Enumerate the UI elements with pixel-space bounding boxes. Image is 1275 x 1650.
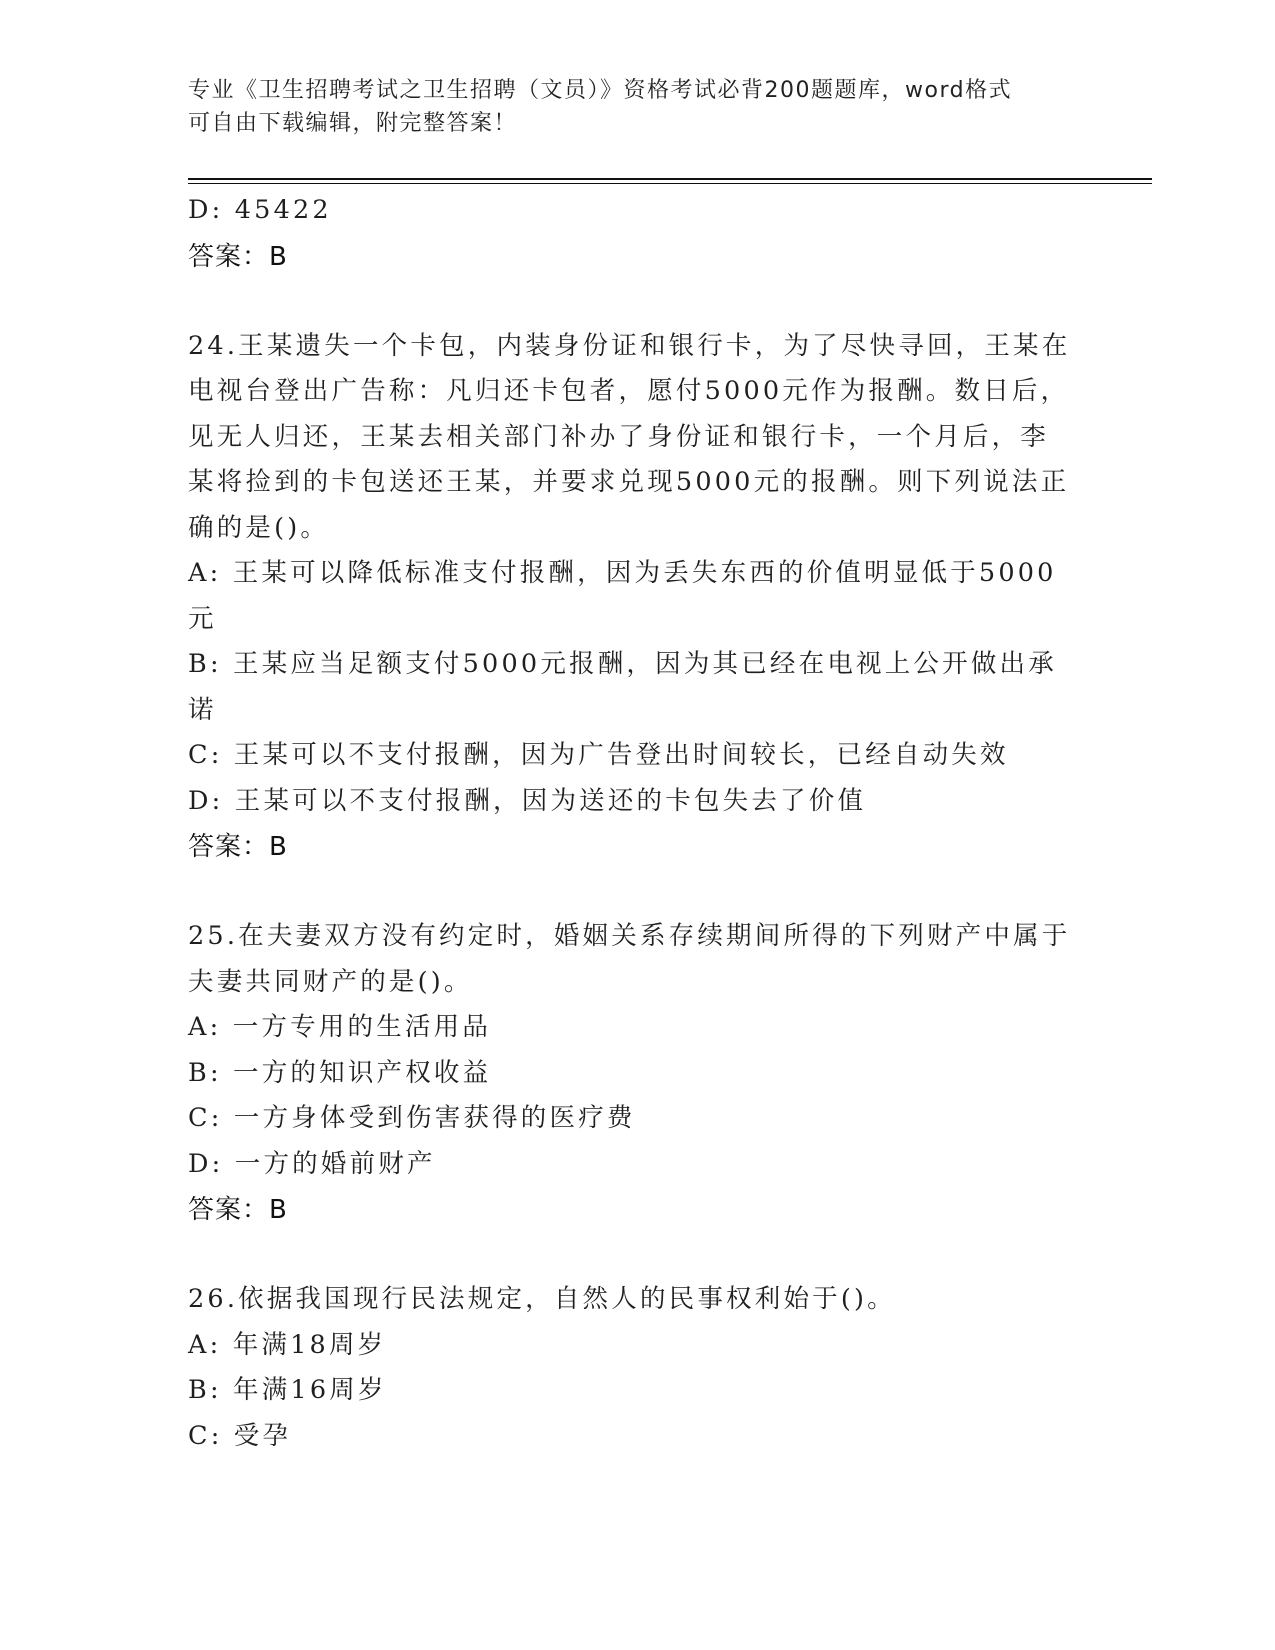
document-header-note [188, 74, 1078, 140]
question-24-option-d: D: 王某可以不支付报酬，因为送还的卡包失去了价值 [188, 785, 867, 816]
header-divider-thin [188, 183, 1152, 184]
question-24-option-b: B: 王某应当足额支付5000元报酬，因为其已经在电视上公开做出承 诺 [188, 649, 1057, 725]
question-26-stem [188, 1277, 1088, 1323]
question-25-line: 25.在夫妻双方没有约定时，婚姻关系存续期间所得的下列财产中属于 [188, 921, 1071, 951]
question-26-line: 26.依据我国现行民法规定，自然人的民事权利始于()。 [188, 1284, 896, 1314]
header-divider-thick [188, 178, 1152, 180]
question-content [188, 188, 1088, 1459]
question-25-line: 夫妻共同财产的是()。 [188, 966, 473, 997]
question-25-option-c: C: 一方身体受到伤害获得的医疗费 [188, 1103, 636, 1133]
question-24-line: 确的是()。 [188, 512, 330, 543]
question-24-answer: 答案：B [188, 832, 288, 862]
question-24-line: 某将捡到的卡包送还王某，并要求兑现5000元的报酬。则下列说法正 [188, 467, 1070, 497]
question-24-option-a: A: 王某可以降低标准支付报酬，因为丢失东西的价值明显低于5000 元 [188, 558, 1057, 634]
question-26-option-c: C: 受孕 [188, 1420, 292, 1451]
question-24-line: 24.王某遗失一个卡包，内装身份证和银行卡，为了尽快寻回，王某在 [188, 330, 1071, 361]
header-line-1: 专业《卫生招聘考试之卫生招聘（文员）》资格考试必背200题题库，word格式 [188, 78, 1013, 103]
question-25-answer: 答案：B [188, 1195, 288, 1225]
prev-option-d: D: 45422 [188, 195, 332, 225]
prev-answer: 答案：B [188, 241, 288, 272]
question-24-option-c: C: 王某可以不支付报酬，因为广告登出时间较长，已经自动失效 [188, 740, 1009, 770]
question-24-line: 电视台登出广告称：凡归还卡包者，愿付5000元作为报酬。数日后， [188, 376, 1070, 406]
question-26-option-b: B: 年满16周岁 [188, 1375, 387, 1405]
question-25-option-b: B: 一方的知识产权收益 [188, 1057, 492, 1088]
question-25-option-d: D: 一方的婚前财产 [188, 1148, 436, 1179]
question-25-stem [188, 914, 1088, 1005]
question-24-line: 见无人归还，王某去相关部门补办了身份证和银行卡，一个月后，李 [188, 421, 1050, 452]
question-24-stem [188, 324, 1088, 552]
question-26-option-a: A: 年满18周岁 [188, 1329, 387, 1360]
question-25-option-a: A: 一方专用的生活用品 [188, 1012, 492, 1042]
header-line-2: 可自由下载编辑，附完整答案！ [188, 111, 518, 136]
